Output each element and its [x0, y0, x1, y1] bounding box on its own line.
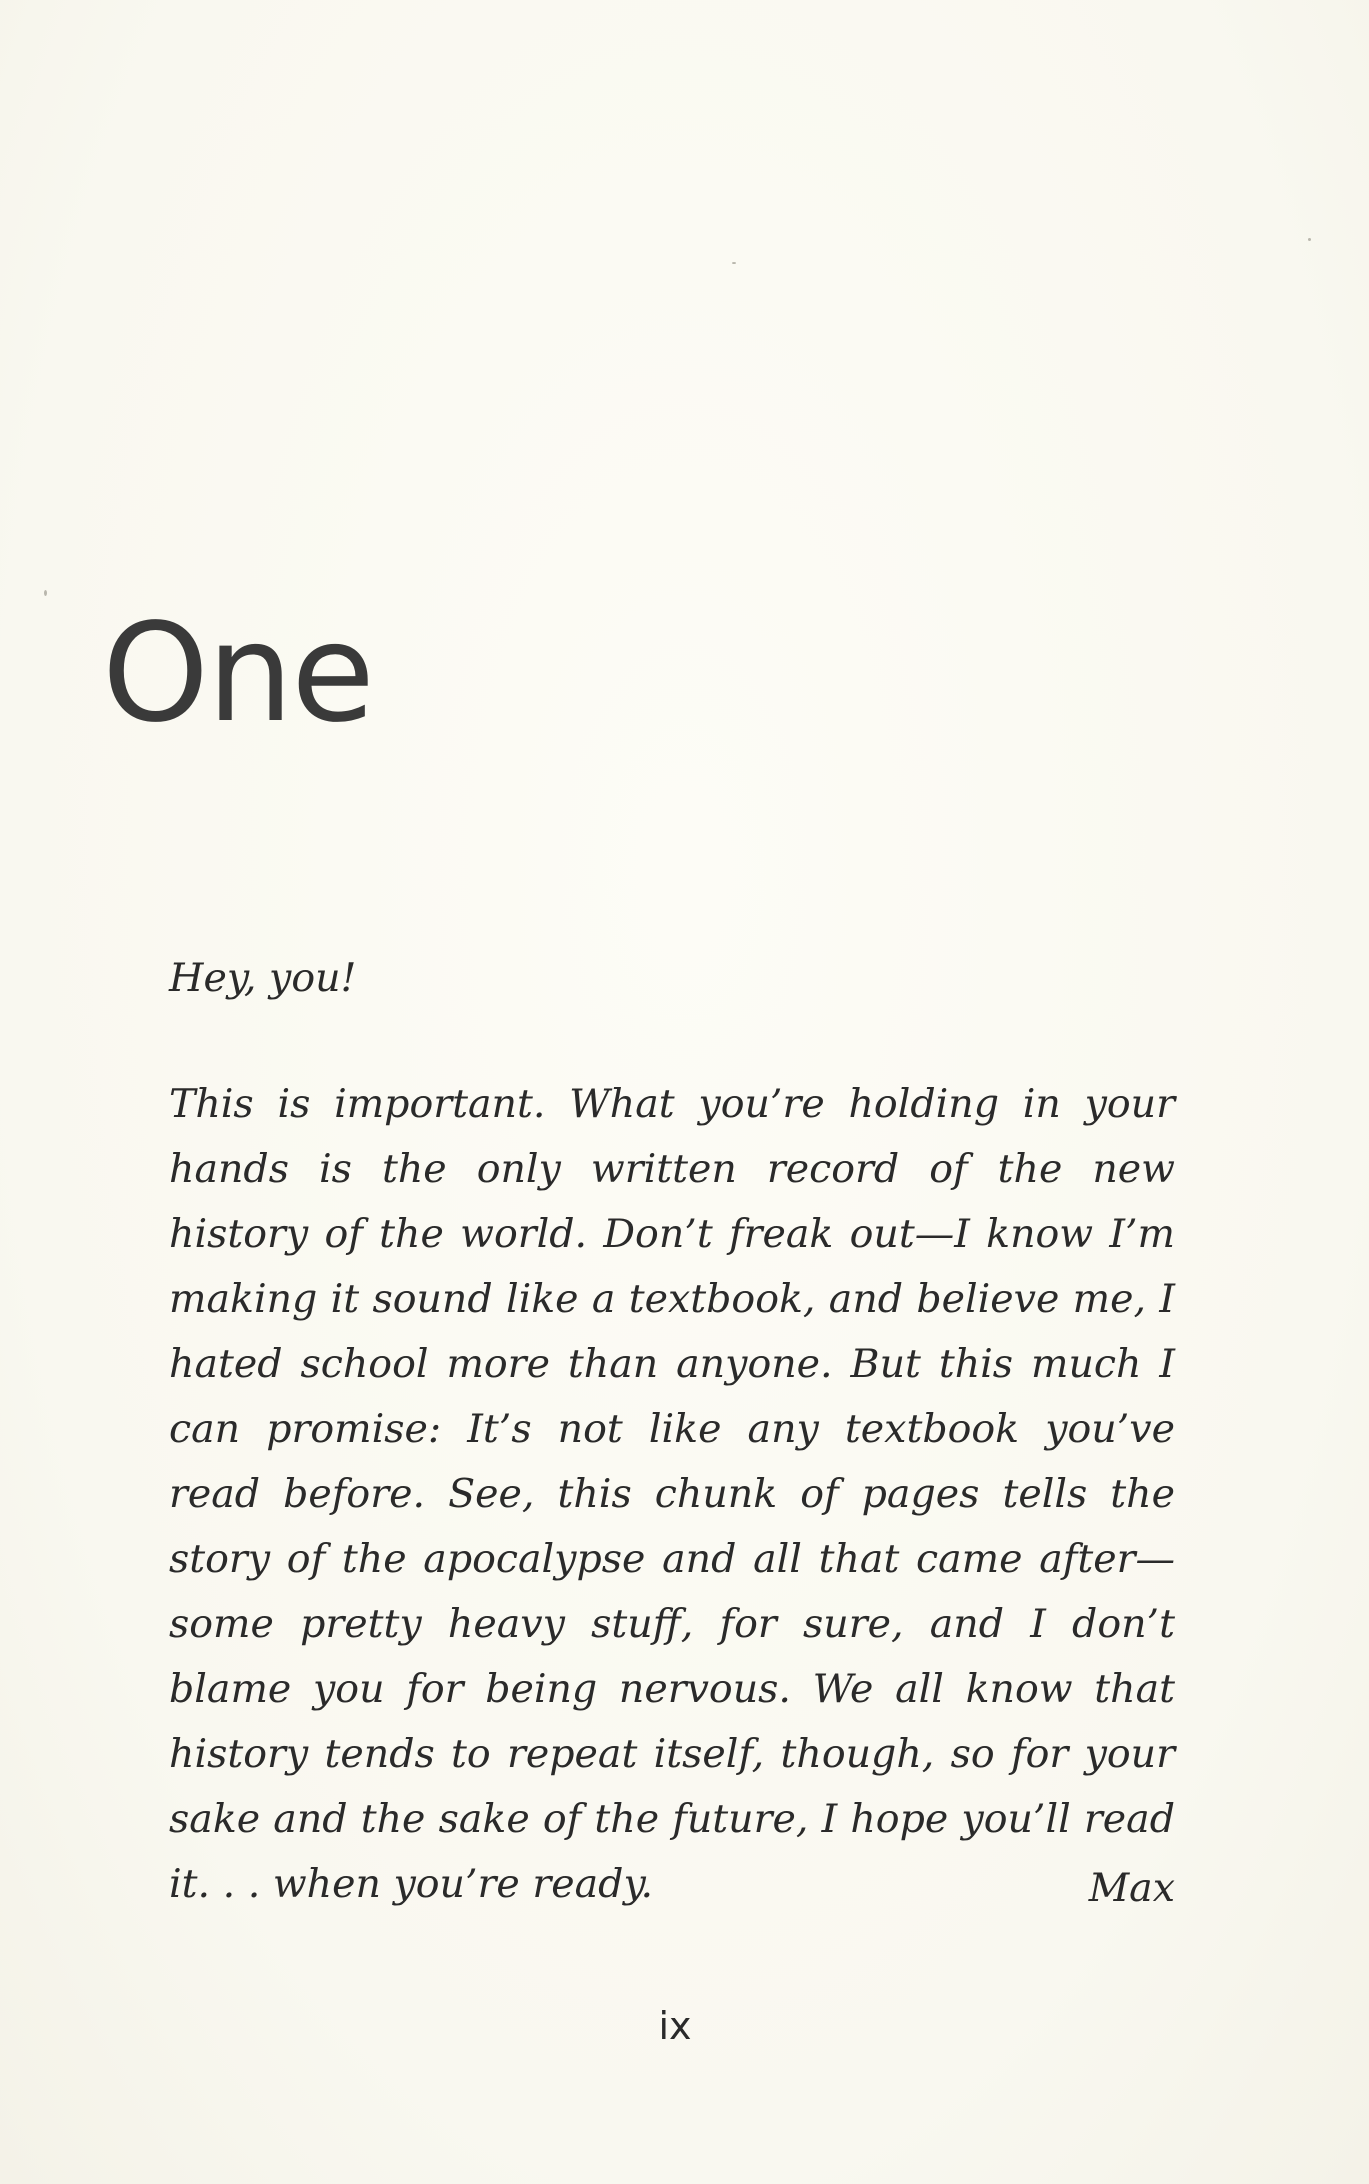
letter-body: This is important. What you’re holding in your hands is the only written record of the new history of the world. Don’t freak out—I know I’m making it sound like a textbook, and believe me, I hated school more than anyone. But this much I can promise: It’s not like any textbook you’ve read before. See, this chunk of pages tells the story of the apocalypse and all that came after—some pretty heavy stuff, for sure, and I don’t blame you for being nervous. We all know that history tends to repeat itself, though, so for your sake and the sake of the future, I hope you’ll read it. . . when you’re ready.	[169, 1081, 1175, 1907]
page-number: ix	[658, 2004, 692, 2048]
paper-speck	[44, 590, 47, 596]
paper-speck	[1308, 238, 1311, 241]
paper-speck	[732, 262, 736, 264]
letter-greeting: Hey, you!	[169, 955, 357, 1001]
letter	[169, 950, 1175, 1917]
chapter-title: One	[102, 595, 373, 753]
letter-signature: Max	[1088, 1865, 1175, 1911]
